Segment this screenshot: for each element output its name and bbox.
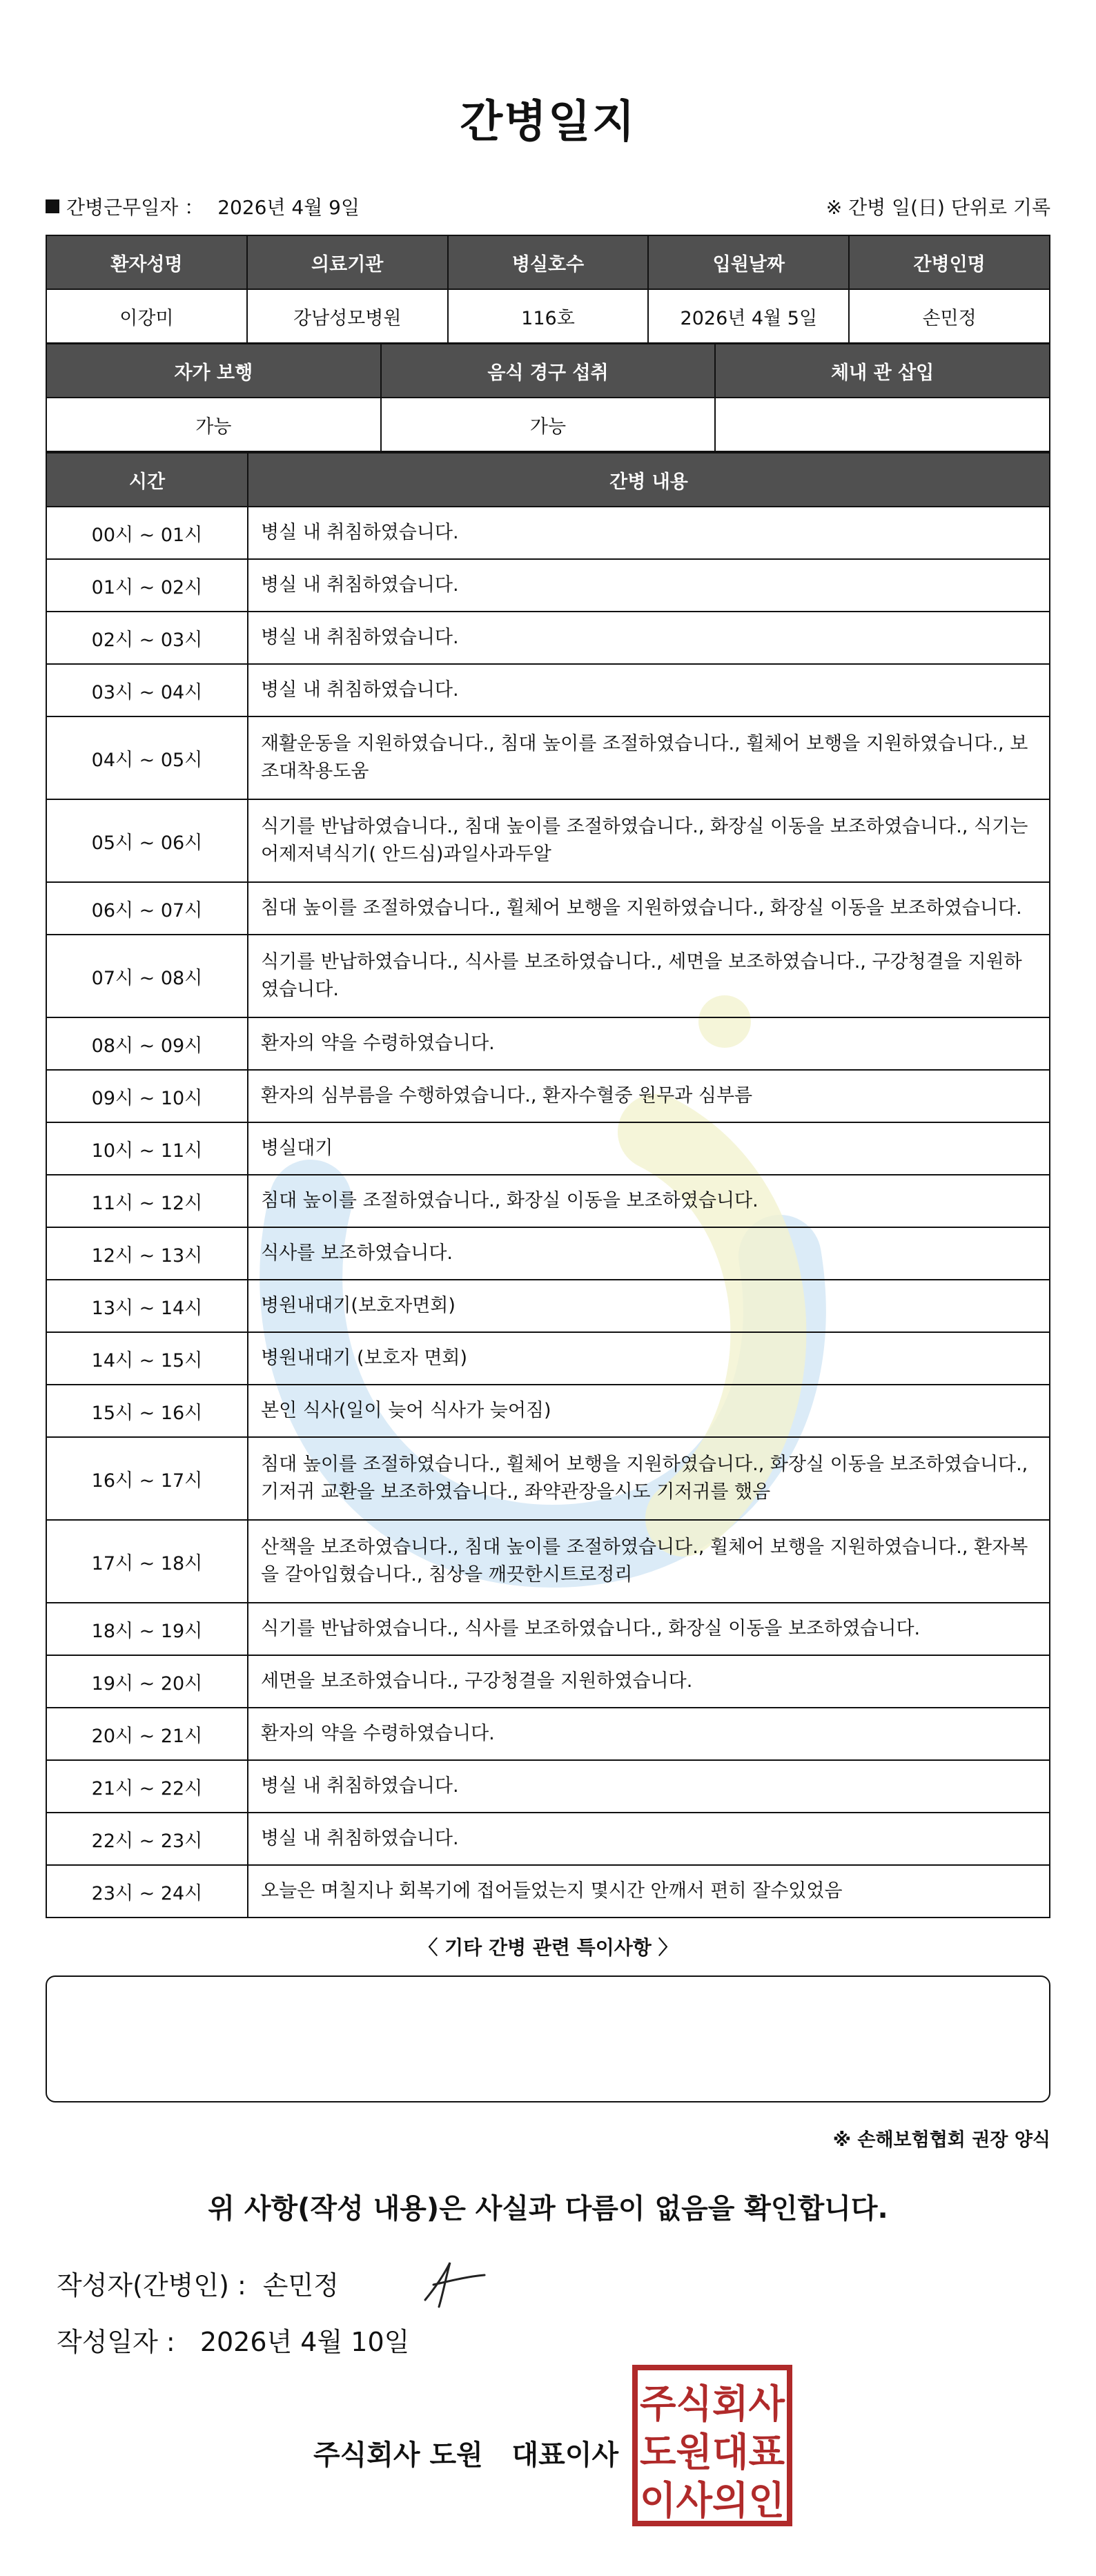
seal-line-1: 주식회사 [640, 2382, 785, 2427]
log-content: 식사를 보조하였습니다. [248, 1227, 1050, 1280]
record-note: ※ 간병 일(日) 단위로 기록 [825, 196, 1050, 219]
log-time: 00시 ~ 01시 [46, 507, 248, 559]
oral-intake-value: 가능 [381, 398, 716, 451]
log-time: 10시 ~ 11시 [46, 1122, 248, 1175]
log-content: 병실 내 취침하였습니다. [248, 507, 1050, 559]
tube-insertion-value [715, 398, 1050, 451]
header-tube-insertion: 체내 관 삽입 [715, 344, 1050, 398]
log-row [46, 1175, 1050, 1227]
log-content: 세면을 보조하였습니다., 구강청결을 지원하였습니다. [248, 1655, 1050, 1708]
notes-title: 〈 기타 간병 관련 특이사항 〉 [418, 1936, 678, 1959]
log-row [46, 1813, 1050, 1865]
signature-icon [418, 2257, 487, 2312]
log-time: 06시 ~ 07시 [46, 882, 248, 935]
header-oral-intake: 음식 경구 섭취 [381, 344, 716, 398]
log-row [46, 1385, 1050, 1437]
log-time: 02시 ~ 03시 [46, 612, 248, 664]
log-content: 병원내대기(보호자면회) [248, 1280, 1050, 1332]
log-time: 20시 ~ 21시 [46, 1708, 248, 1760]
log-time: 17시 ~ 18시 [46, 1520, 248, 1603]
work-date-value: 2026년 4월 9일 [217, 196, 360, 219]
company-representative: 주식회사 도원 대표이사 [313, 2439, 619, 2471]
log-row [46, 1760, 1050, 1813]
header-patient-name: 환자성명 [46, 235, 247, 289]
log-time: 16시 ~ 17시 [46, 1437, 248, 1520]
log-row [46, 664, 1050, 716]
caregiver-name: 손민정 [849, 289, 1050, 343]
log-time: 14시 ~ 15시 [46, 1332, 248, 1385]
log-time: 22시 ~ 23시 [46, 1813, 248, 1865]
company-seal-icon [632, 2365, 792, 2526]
log-row [46, 1708, 1050, 1760]
log-time: 05시 ~ 06시 [46, 799, 248, 882]
log-row [46, 882, 1050, 935]
seal-line-2: 도원대표 [640, 2430, 785, 2475]
log-row [46, 935, 1050, 1017]
log-content: 재활운동을 지원하였습니다., 침대 높이를 조절하였습니다., 휠체어 보행을 지원하였습니다., 보조대착용도움 [248, 716, 1050, 799]
confirmation-statement: 위 사항(작성 내용)은 사실과 다름이 없음을 확인합니다. [208, 2193, 888, 2225]
log-content: 병실 내 취침하였습니다. [248, 559, 1050, 612]
log-row [46, 1655, 1050, 1708]
log-content: 오늘은 며칠지나 회복기에 접어들었는지 몇시간 안깨서 편히 잘수있었음 [248, 1865, 1050, 1918]
patient-value-row [46, 289, 1050, 343]
log-row [46, 1122, 1050, 1175]
work-date-label: 간병근무일자 ： [66, 196, 204, 219]
log-row [46, 1332, 1050, 1385]
header-self-walking: 자가 보행 [46, 344, 381, 398]
write-date-label: 작성일자 : [57, 2327, 175, 2357]
log-body [46, 507, 1050, 1918]
log-time: 13시 ~ 14시 [46, 1280, 248, 1332]
log-time: 19시 ~ 20시 [46, 1655, 248, 1708]
log-content: 침대 높이를 조절하였습니다., 화장실 이동을 보조하였습니다. [248, 1175, 1050, 1227]
log-content: 본인 식사(일이 늦어 식사가 늦어짐) [248, 1385, 1050, 1437]
work-date [46, 193, 360, 220]
patient-status-table [46, 343, 1050, 452]
log-row [46, 559, 1050, 612]
status-value-row [46, 398, 1050, 451]
log-time: 03시 ~ 04시 [46, 664, 248, 716]
log-time: 18시 ~ 19시 [46, 1603, 248, 1655]
write-date-row [57, 2321, 409, 2359]
writer-row [57, 2264, 339, 2302]
header-hospital: 의료기관 [247, 235, 448, 289]
work-date-row [46, 191, 1050, 222]
log-row [46, 1017, 1050, 1070]
log-content: 환자의 약을 수령하였습니다. [248, 1017, 1050, 1070]
patient-header-row [46, 235, 1050, 289]
log-header-row [46, 453, 1050, 507]
log-content: 병실 내 취침하였습니다. [248, 1760, 1050, 1813]
header-time: 시간 [46, 453, 248, 507]
log-row [46, 1227, 1050, 1280]
log-content: 병실 내 취침하였습니다. [248, 612, 1050, 664]
form-footnote: ※ 손해보험협회 권장 양식 [832, 2129, 1050, 2151]
log-row [46, 1520, 1050, 1603]
special-notes-box [46, 1975, 1050, 2102]
log-content: 침대 높이를 조절하였습니다., 휠체어 보행을 지원하였습니다., 화장실 이동을 보조하였습니다. [248, 882, 1050, 935]
log-time: 15시 ~ 16시 [46, 1385, 248, 1437]
page-title: 간병일지 [460, 97, 636, 148]
log-content: 식기를 반납하였습니다., 식사를 보조하였습니다., 화장실 이동을 보조하였습니다. [248, 1603, 1050, 1655]
log-content: 침대 높이를 조절하였습니다., 휠체어 보행을 지원하였습니다., 화장실 이동을 보조하였습니다., 기저귀 교환을 보조하였습니다., 좌약관장을시도 기저귀를 했음 [248, 1437, 1050, 1520]
log-content: 환자의 심부름을 수행하였습니다., 환자수혈중 원무과 심부름 [248, 1070, 1050, 1122]
header-room: 병실호수 [448, 235, 649, 289]
self-walking-value: 가능 [46, 398, 381, 451]
log-content: 환자의 약을 수령하였습니다. [248, 1708, 1050, 1760]
patient-info-table [46, 235, 1050, 344]
log-time: 23시 ~ 24시 [46, 1865, 248, 1918]
header-admission-date: 입원날짜 [648, 235, 849, 289]
header-caregiver: 간병인명 [849, 235, 1050, 289]
log-time: 07시 ~ 08시 [46, 935, 248, 1017]
writer-name: 손민정 [262, 2270, 339, 2301]
log-content: 식기를 반납하였습니다., 침대 높이를 조절하였습니다., 화장실 이동을 보조하였습니다., 식기는 어제저녁식기( 안드심)과일사과두알 [248, 799, 1050, 882]
room-number: 116호 [448, 289, 649, 343]
square-bullet-icon [46, 199, 59, 213]
log-row [46, 507, 1050, 559]
log-content: 병원내대기 (보호자 면회) [248, 1332, 1050, 1385]
log-content: 병실대기 [248, 1122, 1050, 1175]
log-time: 08시 ~ 09시 [46, 1017, 248, 1070]
log-content: 산책을 보조하였습니다., 침대 높이를 조절하였습니다., 휠체어 보행을 지원하였습니다., 환자복을 갈아입혔습니다., 침상을 깨끗한시트로정리 [248, 1520, 1050, 1603]
writer-label: 작성자(간병인) : [57, 2270, 246, 2301]
log-row [46, 1070, 1050, 1122]
log-row [46, 612, 1050, 664]
log-content: 병실 내 취침하였습니다. [248, 1813, 1050, 1865]
log-time: 04시 ~ 05시 [46, 716, 248, 799]
write-date-value: 2026년 4월 10일 [199, 2327, 410, 2357]
log-time: 01시 ~ 02시 [46, 559, 248, 612]
care-log-table [46, 452, 1050, 1918]
log-time: 11시 ~ 12시 [46, 1175, 248, 1227]
log-content: 병실 내 취침하였습니다. [248, 664, 1050, 716]
log-content: 식기를 반납하였습니다., 식사를 보조하였습니다., 세면을 보조하였습니다., 구강청결을 지원하였습니다. [248, 935, 1050, 1017]
log-time: 12시 ~ 13시 [46, 1227, 248, 1280]
log-time: 09시 ~ 10시 [46, 1070, 248, 1122]
header-care-content: 간병 내용 [248, 453, 1050, 507]
log-row [46, 1603, 1050, 1655]
log-row [46, 1437, 1050, 1520]
admission-date: 2026년 4월 5일 [648, 289, 849, 343]
status-header-row [46, 344, 1050, 398]
log-row [46, 1280, 1050, 1332]
hospital-name: 강남성모병원 [247, 289, 448, 343]
log-row [46, 799, 1050, 882]
log-row [46, 716, 1050, 799]
log-row [46, 1865, 1050, 1918]
patient-name: 이강미 [46, 289, 247, 343]
seal-line-3: 이사의인 [640, 2479, 785, 2524]
log-time: 21시 ~ 22시 [46, 1760, 248, 1813]
